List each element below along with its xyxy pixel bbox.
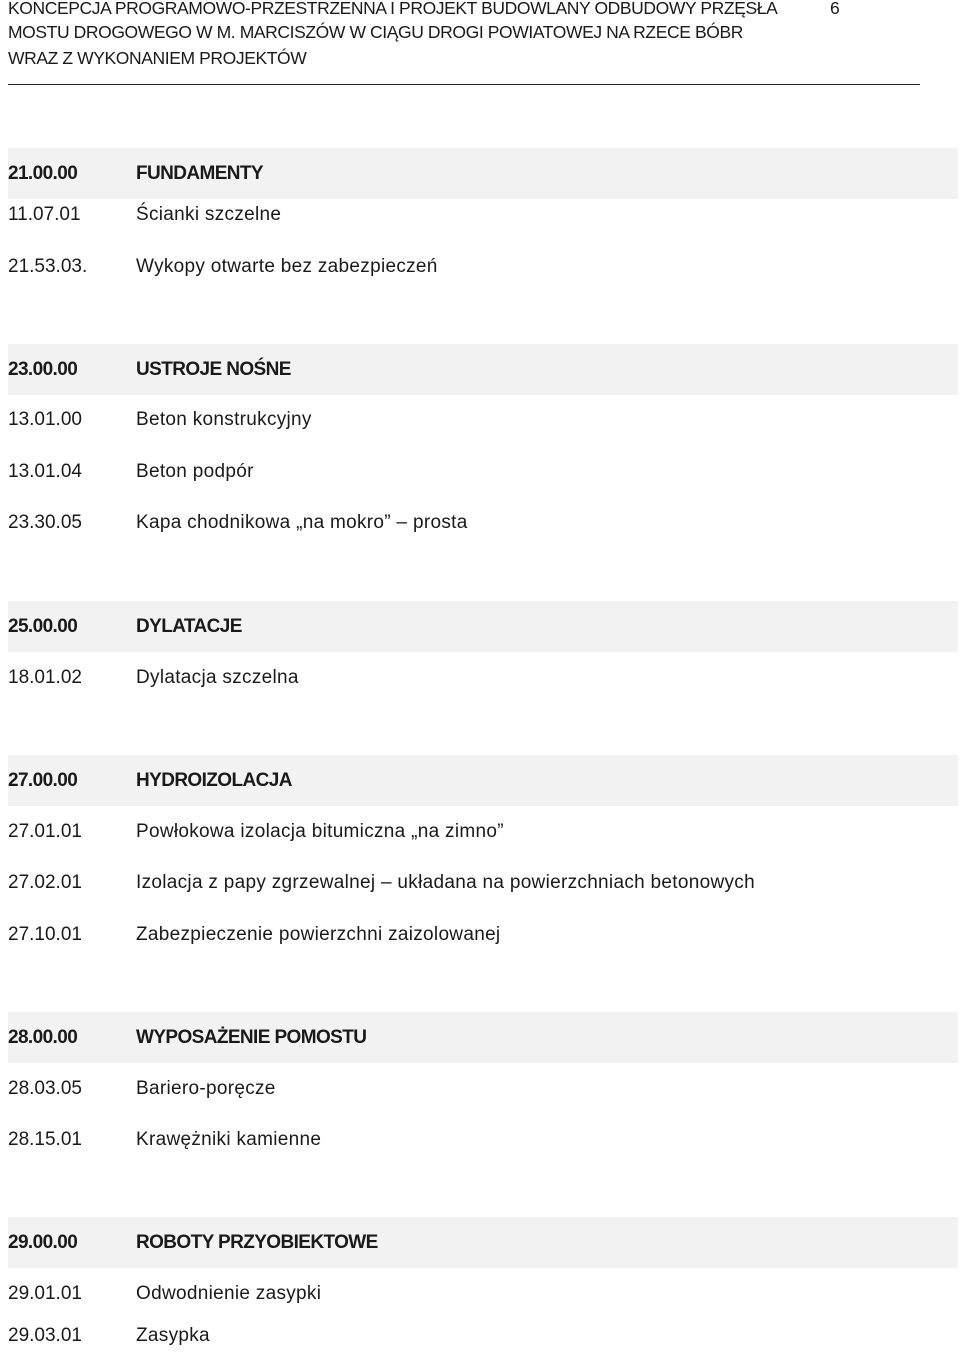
spec-title: Beton konstrukcyjny xyxy=(136,409,312,430)
spec-row xyxy=(8,394,958,445)
spec-code: 29.01.01 xyxy=(8,1283,82,1304)
spec-title: Krawężniki kamienne xyxy=(136,1129,322,1150)
spec-title: Odwodnienie zasypki xyxy=(136,1283,322,1304)
spec-code: 27.02.01 xyxy=(8,872,82,893)
header-title-line-2: MOSTU DROGOWEGO W M. MARCISZÓW W CIĄGU DROGI POWIATOWEJ NA RZECE BÓBR xyxy=(8,22,743,42)
spec-code: 13.01.04 xyxy=(8,461,82,482)
section-code: 29.00.00 xyxy=(8,1232,78,1253)
section-title: FUNDAMENTY xyxy=(136,163,263,184)
page-number: 6 xyxy=(830,0,840,18)
spec-code: 28.03.05 xyxy=(8,1078,82,1099)
section-title: ROBOTY PRZYOBIEKTOWE xyxy=(136,1232,378,1253)
spec-code: 11.07.01 xyxy=(8,204,81,225)
section-code: 21.00.00 xyxy=(8,163,78,184)
spec-code: 18.01.02 xyxy=(8,667,82,688)
spec-row xyxy=(8,857,958,908)
section-code: 25.00.00 xyxy=(8,616,78,637)
spec-code: 13.01.00 xyxy=(8,409,82,430)
spec-title: Kapa chodnikowa „na mokro” – prosta xyxy=(136,512,468,533)
section-row-hydroizolacja xyxy=(8,755,958,806)
section-row-wyposazenie-pomostu xyxy=(8,1012,958,1063)
spec-code: 29.03.01 xyxy=(8,1325,82,1346)
spec-title: Wykopy otwarte bez zabezpieczeń xyxy=(136,256,438,277)
section-title: HYDROIZOLACJA xyxy=(136,770,292,791)
section-code: 23.00.00 xyxy=(8,359,78,380)
header-title-line-3: WRAZ Z WYKONANIEM PROJEKTÓW xyxy=(8,48,307,68)
section-code: 27.00.00 xyxy=(8,770,78,791)
spec-row xyxy=(8,497,958,548)
spec-title: Dylatacja szczelna xyxy=(136,667,299,688)
spec-row xyxy=(8,189,958,240)
section-title: DYLATACJE xyxy=(136,616,242,637)
page-header xyxy=(8,0,920,85)
spec-title: Zasypka xyxy=(136,1325,210,1346)
spec-row xyxy=(8,909,958,960)
spec-title: Izolacja z papy zgrzewalnej – układana na powierzchniach betonowych xyxy=(136,872,755,893)
spec-title: Beton podpór xyxy=(136,461,254,482)
spec-row xyxy=(8,446,958,497)
spec-code: 21.53.03. xyxy=(8,256,88,277)
spec-title: Bariero-poręcze xyxy=(136,1078,276,1099)
spec-row xyxy=(8,1114,958,1165)
spec-title: Ścianki szczelne xyxy=(136,204,282,225)
spec-row xyxy=(8,652,958,703)
section-title: WYPOSAŻENIE POMOSTU xyxy=(136,1027,367,1048)
spec-code: 27.10.01 xyxy=(8,924,82,945)
spec-row xyxy=(8,241,958,292)
spec-code: 27.01.01 xyxy=(8,821,82,842)
spec-row xyxy=(8,1063,958,1114)
section-row-ustroje-nosne xyxy=(8,344,958,395)
spec-row xyxy=(8,1310,958,1361)
section-row-roboty-przyobiektowe xyxy=(8,1217,958,1268)
header-title-line-1: KONCEPCJA PROGRAMOWO-PRZESTRZENNA I PROJEKT BUDOWLANY ODBUDOWY PRZĘSŁA xyxy=(8,0,778,18)
section-row-dylatacje xyxy=(8,601,958,652)
spec-title: Powłokowa izolacja bitumiczna „na zimno” xyxy=(136,821,504,842)
spec-title: Zabezpieczenie powierzchni zaizolowanej xyxy=(136,924,501,945)
section-title: USTROJE NOŚNE xyxy=(136,359,291,380)
spec-code: 28.15.01 xyxy=(8,1129,82,1150)
section-code: 28.00.00 xyxy=(8,1027,78,1048)
spec-row xyxy=(8,806,958,857)
spec-code: 23.30.05 xyxy=(8,512,82,533)
